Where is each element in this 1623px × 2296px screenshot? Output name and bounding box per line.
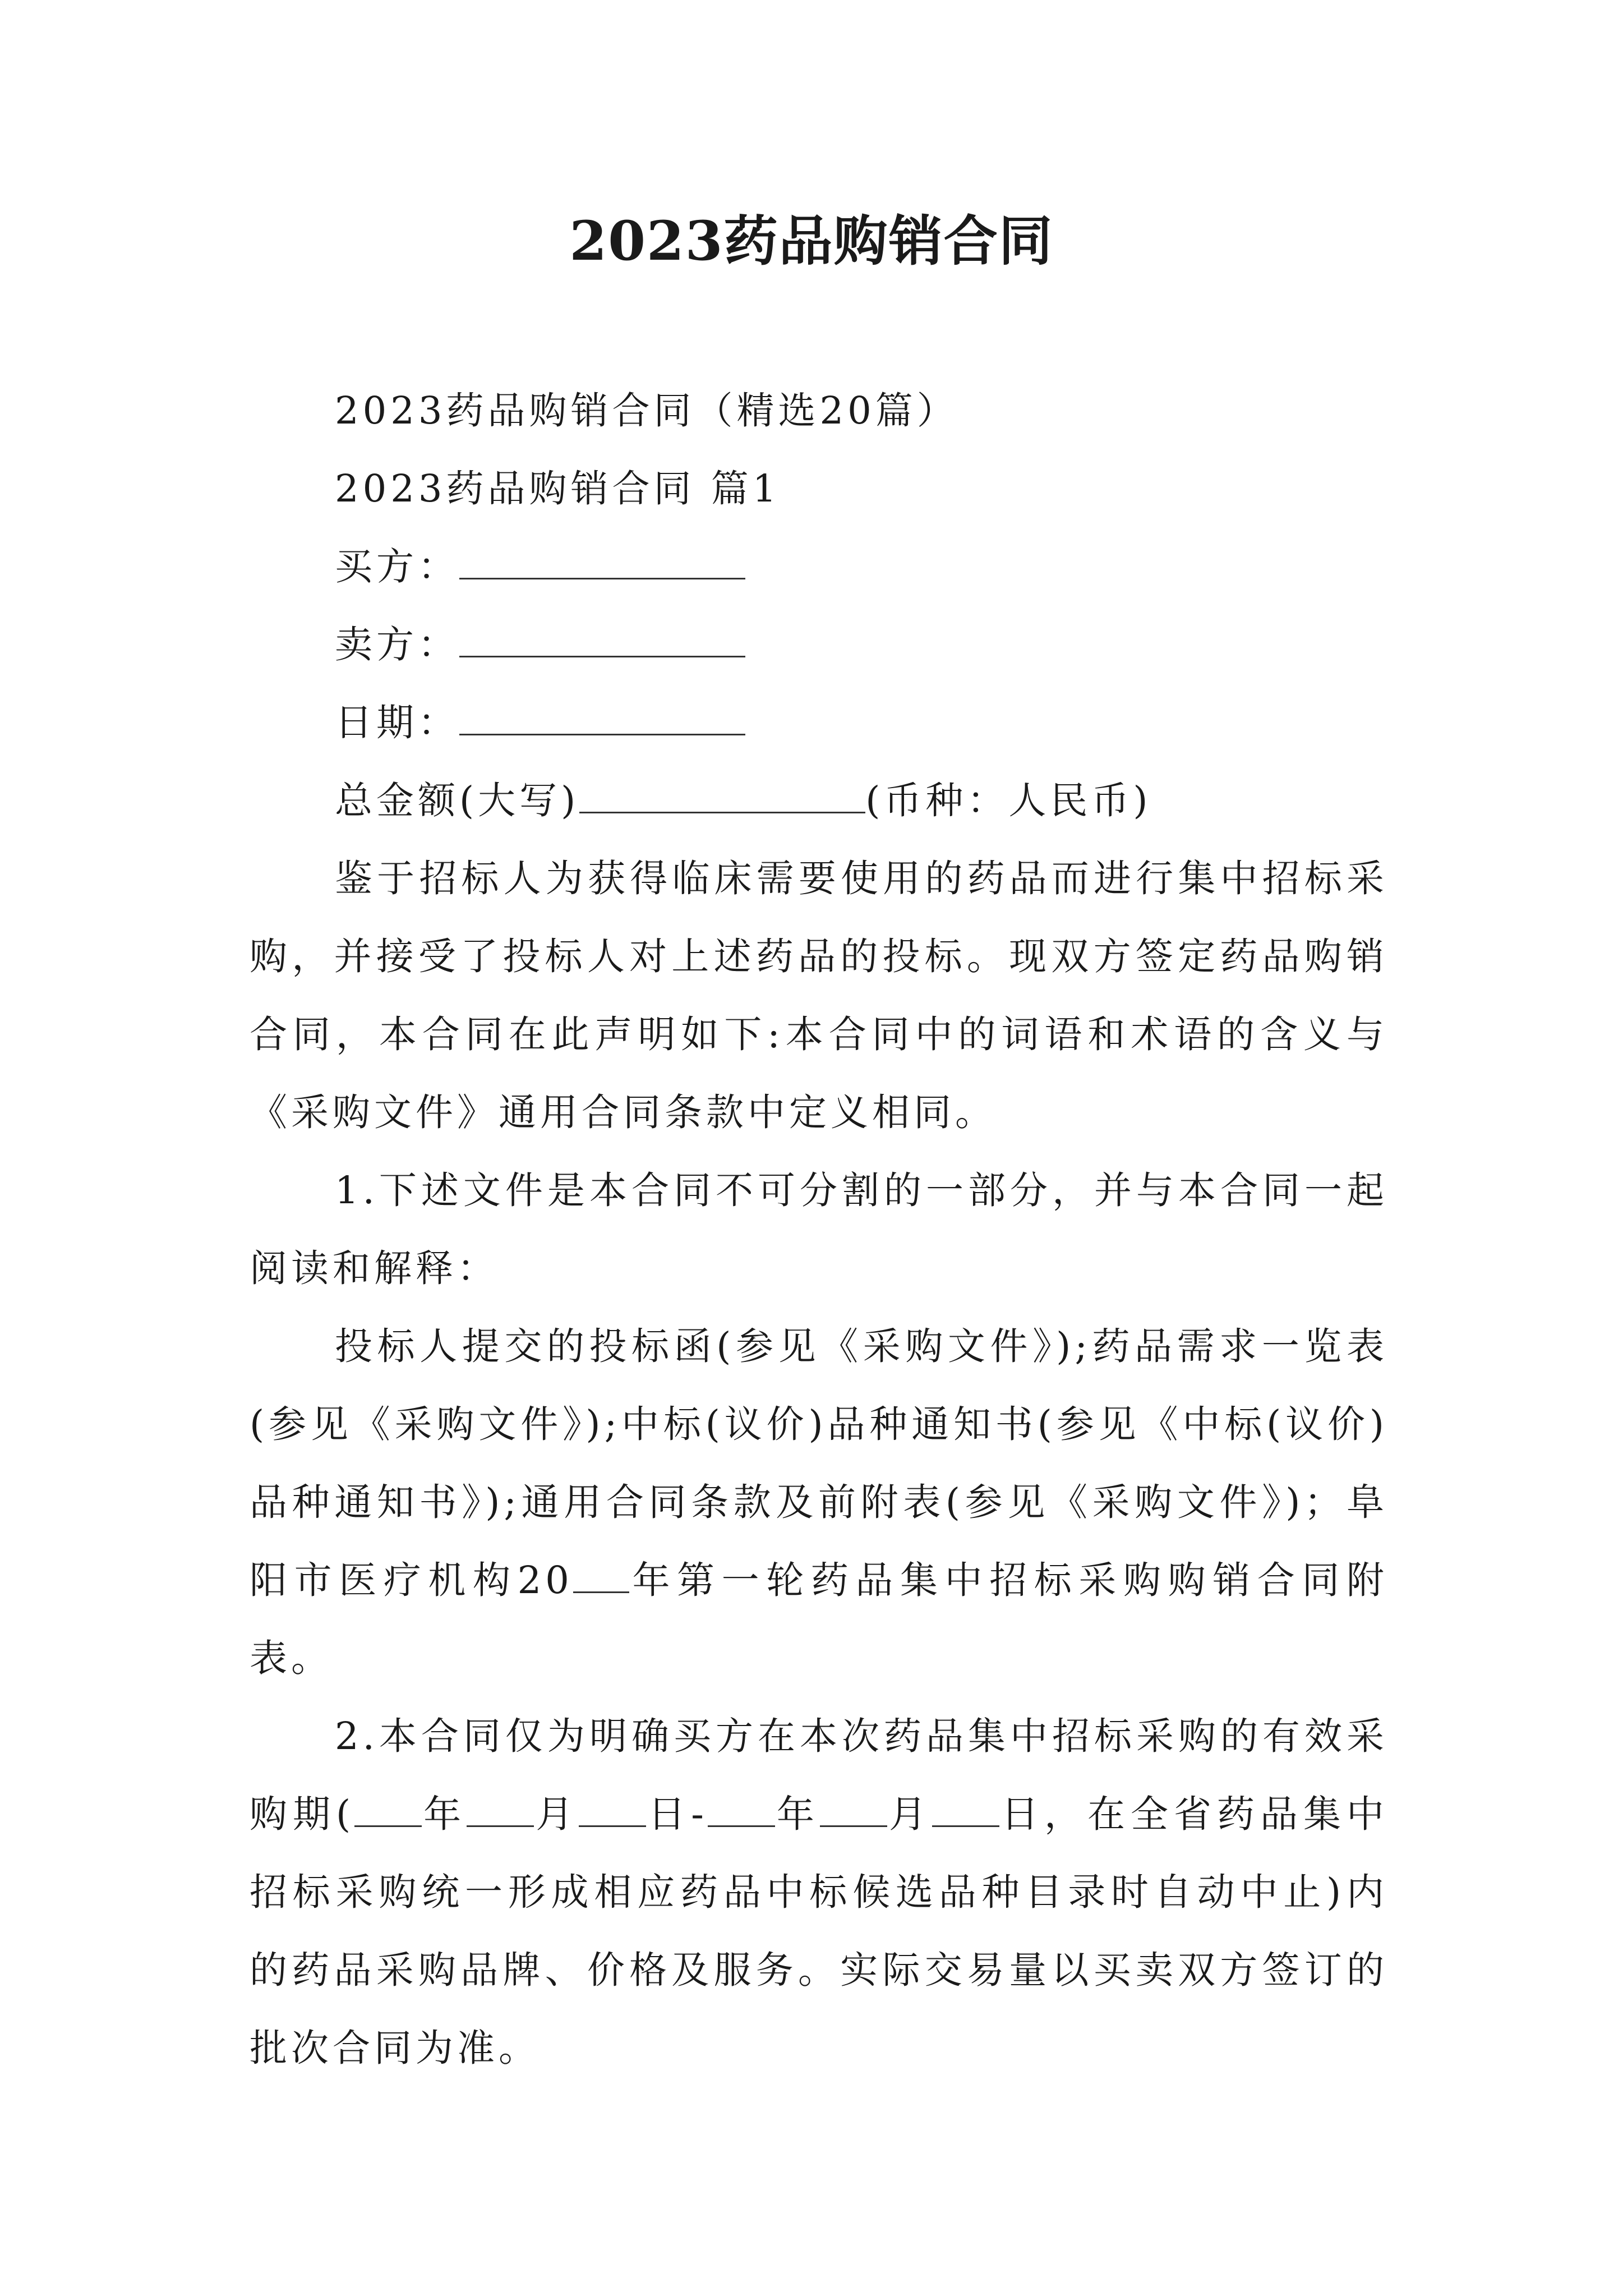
date-label: 日期：	[335, 701, 459, 744]
amount-label: 总金额(大写)	[335, 779, 580, 822]
document-body	[250, 372, 1388, 2087]
clause-1-documents-text-a: 投标人提交的投标函(参见《采购文件》);药品需求一览表(参见《采购文件》);中标(议价)品种通知书(参见《中标(议价)品种通知书》);通用合同条款及前附表(参见《采购文件》)；阜阳市医疗机构20	[250, 1324, 1388, 1602]
buyer-label: 买方：	[335, 545, 459, 588]
buyer-blank	[459, 544, 745, 579]
end-year-blank	[708, 1792, 775, 1827]
currency-note: (币种：人民币)	[865, 779, 1152, 822]
start-day-blank	[579, 1792, 646, 1827]
buyer-line	[250, 528, 1388, 606]
clause-1: 1.下述文件是本合同不可分割的一部分，并与本合同一起阅读和解释：	[250, 1168, 1388, 1290]
month-label-2: 月	[887, 1792, 932, 1836]
month-label-1: 月	[534, 1792, 579, 1836]
document-subtitle: 2023药品购销合同（精选20篇）	[335, 389, 958, 432]
date-line	[250, 684, 1388, 762]
clause-2-text-b: 日，在全省药品集中招标采购统一形成相应药品中标候选品种目录时自动中止)内的药品采购品牌、价格及服务。实际交易量以买卖双方签订的批次合同为准。	[250, 1792, 1389, 2070]
start-month-blank	[467, 1792, 534, 1827]
document-title: 2023药品购销合同	[569, 209, 1054, 273]
seller-blank	[459, 622, 745, 657]
start-year-blank	[354, 1792, 422, 1827]
amount-line	[250, 762, 1388, 840]
clause-2-text-a: 2.本合同仅为明确买方在本次药品集中招标采购的有效采购期(	[250, 1714, 1388, 1836]
clause-1-documents-text-b: 年第一轮药品集中招标采购购销合同附表。	[250, 1558, 1388, 1680]
intro-paragraph: 鉴于招标人为获得临床需要使用的药品而进行集中招标采购，并接受了投标人对上述药品的投标。现双方签定药品购销合同，本合同在此声明如下:本合同中的词语和术语的含义与《采购文件》通用合同条款中定义相同。	[250, 857, 1388, 1134]
clause-1-documents	[250, 1308, 1388, 1697]
amount-blank	[579, 778, 865, 813]
seller-label: 卖方：	[335, 623, 459, 666]
clause-2	[250, 1697, 1388, 2087]
date-blank	[459, 700, 745, 735]
end-month-blank	[820, 1792, 887, 1827]
end-day-blank	[932, 1792, 999, 1827]
seller-line	[250, 606, 1388, 684]
section-heading: 2023药品购销合同 篇1	[335, 467, 781, 510]
year-blank	[573, 1558, 629, 1593]
year-label-1: 年	[422, 1792, 467, 1836]
day-dash-label: 日-	[646, 1792, 708, 1836]
year-label-2: 年	[774, 1792, 820, 1836]
